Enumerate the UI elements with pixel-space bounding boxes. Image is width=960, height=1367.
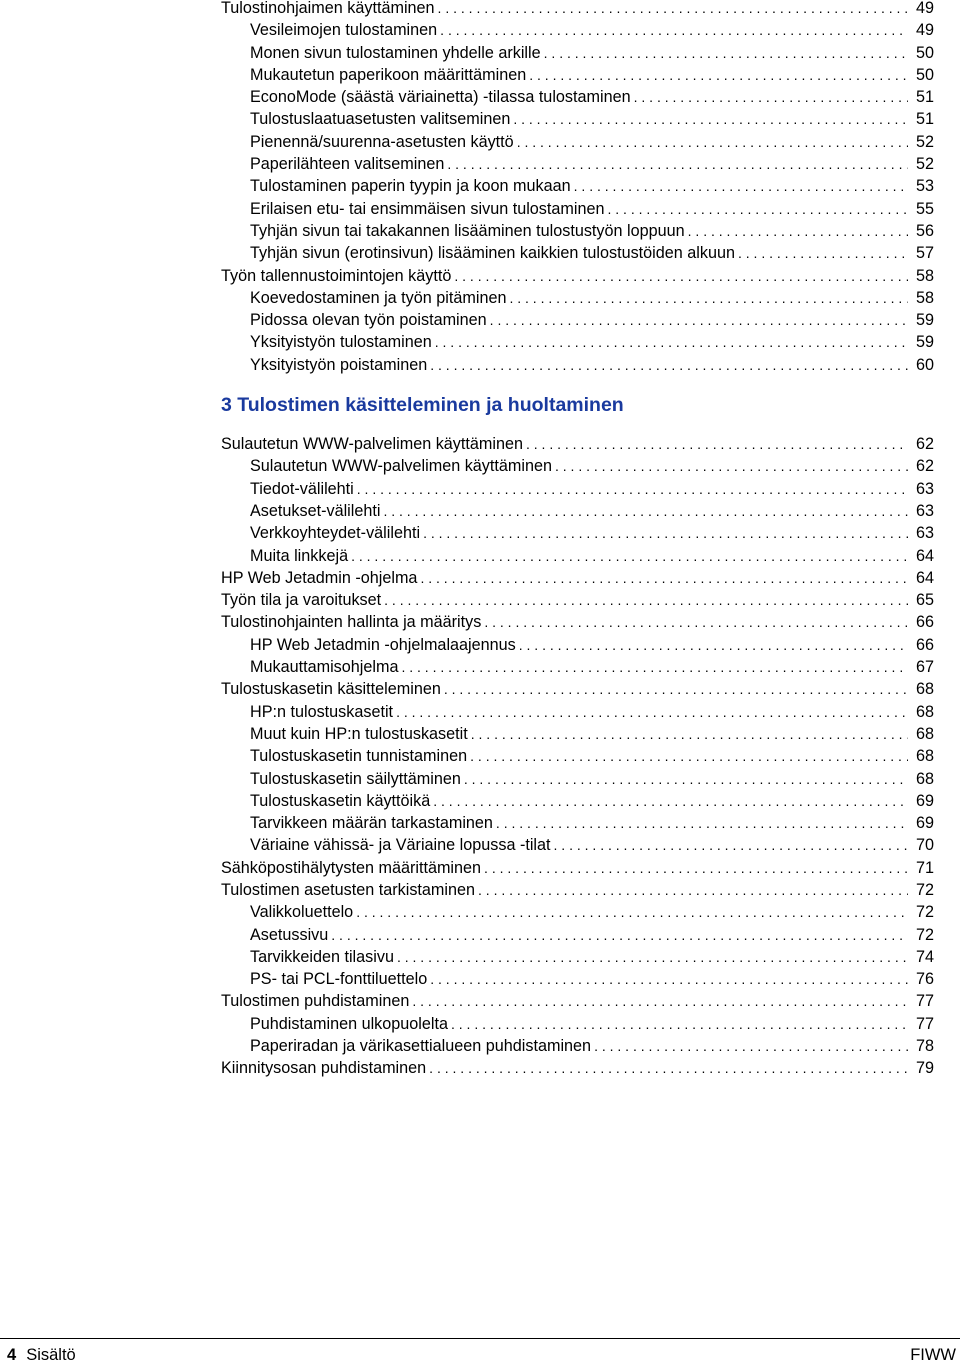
toc-entry[interactable] (221, 86, 934, 108)
toc-entry[interactable] (221, 287, 934, 309)
toc-entry-title: Sulautetun WWW-palvelimen käyttäminen (250, 457, 552, 476)
toc-entry-title: Tulostuslaatuasetusten valitseminen (250, 110, 511, 129)
toc-entry[interactable] (221, 153, 934, 175)
toc-leader-dots (478, 879, 908, 901)
toc-entry[interactable] (221, 478, 934, 500)
toc-leader-dots (420, 567, 908, 589)
toc-entry-page: 62 (915, 435, 934, 454)
toc-entry[interactable] (221, 768, 934, 790)
toc-entry-title: Tyhjän sivun tai takakannen lisääminen tulostustyön loppuun (250, 221, 685, 240)
toc-entry-title: Tulostinohjainten hallinta ja määritys (221, 613, 482, 632)
toc-leader-dots (555, 455, 908, 477)
toc-leader-dots (423, 522, 908, 544)
toc-entry-page: 60 (915, 355, 934, 374)
toc-leader-dots (433, 790, 908, 812)
toc-entry[interactable] (221, 131, 934, 153)
toc-entry[interactable] (221, 64, 934, 86)
toc-leader-dots (470, 745, 908, 767)
toc-entry-page: 49 (915, 0, 934, 17)
toc-entry[interactable] (221, 879, 934, 901)
toc-entry-page: 52 (915, 132, 934, 151)
toc-entry-page: 49 (915, 21, 934, 40)
toc-leader-dots (438, 0, 908, 19)
toc-entry-title: Muut kuin HP:n tulostuskasetit (250, 724, 468, 743)
toc-entry-page: 69 (915, 814, 934, 833)
toc-entry[interactable] (221, 433, 934, 455)
toc-entry-page: 56 (915, 221, 934, 240)
toc-entry-title: HP Web Jetadmin -ohjelma (221, 568, 418, 587)
toc-leader-dots (331, 924, 908, 946)
toc-entry[interactable] (221, 1035, 934, 1057)
toc-leader-dots (356, 901, 908, 923)
toc-entry-title: EconoMode (säästä väriainetta) -tilassa tulostaminen (250, 88, 631, 107)
toc-leader-dots (440, 19, 908, 41)
toc-leader-dots (554, 834, 908, 856)
toc-entry-page: 50 (915, 43, 934, 62)
toc-entry[interactable] (221, 611, 934, 633)
toc-leader-dots (435, 331, 908, 353)
toc-entry-title: Tulostuskasetin käyttöikä (250, 791, 431, 810)
toc-leader-dots (574, 175, 908, 197)
toc-entry[interactable] (221, 331, 934, 353)
toc-entry-page: 66 (915, 613, 934, 632)
toc-entry-page: 79 (915, 1059, 934, 1078)
toc-leader-dots (383, 500, 908, 522)
toc-entry-page: 72 (915, 880, 934, 899)
toc-entry[interactable] (221, 723, 934, 745)
toc-entry-title: Mukautetun paperikoon määrittäminen (250, 65, 527, 84)
toc-leader-dots (509, 287, 908, 309)
toc-entry-page: 64 (915, 568, 934, 587)
toc-entry-title: Tyhjän sivun (erotinsivun) lisääminen kaikkien tulostustöiden alkuun (250, 244, 735, 263)
footer-left (7, 1346, 76, 1365)
toc-entry-page: 72 (915, 925, 934, 944)
toc-leader-dots (384, 589, 908, 611)
toc-entry-title: Vesileimojen tulostaminen (250, 21, 438, 40)
toc-entry[interactable] (221, 790, 934, 812)
toc-leader-dots (594, 1035, 908, 1057)
toc-entry-page: 71 (915, 858, 934, 877)
toc-entry-page: 77 (915, 992, 934, 1011)
toc-entry-page: 63 (915, 479, 934, 498)
toc-entry[interactable] (221, 354, 934, 376)
toc-entry-page: 64 (915, 546, 934, 565)
toc-entry-page: 63 (915, 501, 934, 520)
toc-entry-title: Työn tallennustoimintojen käyttö (221, 266, 452, 285)
toc-entry-title: Paperiradan ja värikasettialueen puhdistaminen (250, 1037, 592, 1056)
toc-leader-dots (496, 812, 908, 834)
toc-entry-title: Väriaine vähissä- ja Väriaine lopussa -tilat (250, 836, 551, 855)
toc-entry-page: 58 (915, 288, 934, 307)
toc-entry[interactable] (221, 108, 934, 130)
toc-entry-title: Koevedostaminen ja työn pitäminen (250, 288, 507, 307)
toc-entry-title: Tarvikkeen määrän tarkastaminen (250, 814, 493, 833)
toc-entry-page: 55 (915, 199, 934, 218)
toc-leader-dots (634, 86, 908, 108)
table-of-contents (221, 0, 934, 1080)
toc-entry[interactable] (221, 924, 934, 946)
toc-entry-page: 68 (915, 680, 934, 699)
toc-section-maintenance (221, 433, 934, 1080)
toc-section-printing (221, 0, 934, 376)
toc-leader-dots (513, 108, 908, 130)
toc-leader-dots (396, 701, 908, 723)
toc-entry-page: 68 (915, 747, 934, 766)
toc-leader-dots (444, 678, 908, 700)
toc-entry-title: Tiedot-välilehti (250, 479, 354, 498)
toc-leader-dots (451, 1013, 908, 1035)
toc-leader-dots (519, 634, 908, 656)
toc-entry[interactable] (221, 968, 934, 990)
toc-entry-page: 76 (915, 970, 934, 989)
toc-entry-title: Puhdistaminen ulkopuolelta (250, 1014, 448, 1033)
toc-entry-page: 70 (915, 836, 934, 855)
toc-entry[interactable] (221, 1057, 934, 1079)
toc-leader-dots (401, 656, 908, 678)
toc-entry-page: 68 (915, 769, 934, 788)
toc-entry[interactable] (221, 678, 934, 700)
toc-entry[interactable] (221, 1013, 934, 1035)
toc-entry[interactable] (221, 990, 934, 1012)
toc-entry[interactable] (221, 589, 934, 611)
toc-entry[interactable] (221, 175, 934, 197)
toc-entry[interactable] (221, 309, 934, 331)
toc-entry[interactable] (221, 242, 934, 264)
toc-entry-title: HP Web Jetadmin -ohjelmalaajennus (250, 635, 516, 654)
toc-entry[interactable] (221, 265, 934, 287)
toc-entry-title: Sähköpostihälytysten määrittäminen (221, 858, 482, 877)
toc-leader-dots (412, 990, 908, 1012)
toc-entry-title: PS- tai PCL-fonttiluettelo (250, 970, 428, 989)
toc-entry-title: Mukauttamisohjelma (250, 658, 399, 677)
toc-entry-title: Tulostuskasetin säilyttäminen (250, 769, 461, 788)
toc-leader-dots (429, 1057, 908, 1079)
toc-entry[interactable] (221, 812, 934, 834)
toc-leader-dots (357, 478, 908, 500)
toc-entry[interactable] (221, 634, 934, 656)
toc-entry[interactable] (221, 19, 934, 41)
toc-leader-dots (484, 611, 908, 633)
toc-entry[interactable] (221, 198, 934, 220)
toc-leader-dots (351, 545, 908, 567)
toc-leader-dots (526, 433, 908, 455)
toc-entry-title: Valikkoluettelo (250, 903, 354, 922)
toc-leader-dots (738, 242, 908, 264)
toc-entry-title: Tulostimen asetusten tarkistaminen (221, 880, 476, 899)
toc-entry-page: 57 (915, 244, 934, 263)
toc-entry-title: Tarvikkeiden tilasivu (250, 947, 394, 966)
toc-entry-title: Pidossa olevan työn poistaminen (250, 311, 487, 330)
toc-entry[interactable] (221, 42, 934, 64)
toc-entry-page: 53 (915, 177, 934, 196)
toc-leader-dots (544, 42, 908, 64)
toc-entry[interactable] (221, 500, 934, 522)
toc-entry-title: Tulostuskasetin käsitteleminen (221, 680, 441, 699)
toc-entry-title: Tulostinohjaimen käyttäminen (221, 0, 435, 17)
toc-entry[interactable] (221, 857, 934, 879)
toc-entry-page: 68 (915, 702, 934, 721)
footer-section: Sisältö (26, 1346, 76, 1364)
footer-page-number: 4 (7, 1346, 17, 1364)
toc-entry-title: Muita linkkejä (250, 546, 349, 565)
toc-entry-title: Työn tila ja varoitukset (221, 591, 382, 610)
toc-entry-title: Tulostuskasetin tunnistaminen (250, 747, 468, 766)
toc-entry-title: Erilaisen etu- tai ensimmäisen sivun tulostaminen (250, 199, 605, 218)
toc-entry-title: Pienennä/suurenna-asetusten käyttö (250, 132, 514, 151)
toc-entry-page: 78 (915, 1037, 934, 1056)
toc-entry-page: 62 (915, 457, 934, 476)
toc-entry[interactable] (221, 946, 934, 968)
toc-entry[interactable] (221, 455, 934, 477)
toc-entry-page: 51 (915, 88, 934, 107)
toc-entry-title: Paperilähteen valitseminen (250, 155, 445, 174)
toc-entry-title: Tulostimen puhdistaminen (221, 992, 410, 1011)
toc-entry[interactable] (221, 522, 934, 544)
toc-entry[interactable] (221, 567, 934, 589)
toc-leader-dots (447, 153, 908, 175)
toc-entry[interactable] (221, 745, 934, 767)
toc-entry-page: 63 (915, 524, 934, 543)
toc-entry[interactable] (221, 834, 934, 856)
toc-entry-title: Asetussivu (250, 925, 329, 944)
toc-entry-title: Asetukset-välilehti (250, 501, 381, 520)
toc-entry-title: Sulautetun WWW-palvelimen käyttäminen (221, 435, 523, 454)
footer-right: FIWW (910, 1346, 956, 1364)
toc-leader-dots (397, 946, 908, 968)
toc-entry-page: 50 (915, 65, 934, 84)
toc-entry-page: 68 (915, 724, 934, 743)
toc-entry-page: 59 (915, 333, 934, 352)
toc-entry-page: 77 (915, 1014, 934, 1033)
toc-leader-dots (454, 265, 908, 287)
toc-entry-page: 69 (915, 791, 934, 810)
toc-entry-title: Kiinnitysosan puhdistaminen (221, 1059, 427, 1078)
toc-entry-page: 58 (915, 266, 934, 285)
toc-entry-title: Verkkoyhteydet-välilehti (250, 524, 421, 543)
toc-leader-dots (484, 857, 908, 879)
toc-entry-page: 74 (915, 947, 934, 966)
toc-entry[interactable] (221, 0, 934, 19)
footer-rule (0, 1338, 960, 1339)
toc-leader-dots (430, 354, 908, 376)
toc-leader-dots (430, 968, 908, 990)
toc-leader-dots (471, 723, 908, 745)
toc-leader-dots (688, 220, 908, 242)
toc-leader-dots (464, 768, 908, 790)
toc-entry[interactable] (221, 901, 934, 923)
toc-entry-page: 51 (915, 110, 934, 129)
toc-entry[interactable] (221, 701, 934, 723)
toc-entry[interactable] (221, 656, 934, 678)
toc-entry-page: 52 (915, 155, 934, 174)
toc-entry-title: Monen sivun tulostaminen yhdelle arkille (250, 43, 541, 62)
toc-leader-dots (490, 309, 908, 331)
toc-entry-page: 67 (915, 658, 934, 677)
toc-entry-page: 59 (915, 311, 934, 330)
toc-entry-page: 72 (915, 903, 934, 922)
toc-leader-dots (608, 198, 908, 220)
toc-entry-title: HP:n tulostuskasetit (250, 702, 394, 721)
toc-entry[interactable] (221, 545, 934, 567)
toc-entry-title: Yksityistyön poistaminen (250, 355, 428, 374)
toc-entry-page: 66 (915, 635, 934, 654)
toc-leader-dots (517, 131, 908, 153)
toc-entry-title: Yksityistyön tulostaminen (250, 333, 432, 352)
toc-leader-dots (529, 64, 908, 86)
chapter-heading: 3 Tulostimen käsitteleminen ja huoltaminen (221, 394, 624, 417)
toc-entry-page: 65 (915, 591, 934, 610)
toc-entry-title: Tulostaminen paperin tyypin ja koon mukaan (250, 177, 571, 196)
toc-entry[interactable] (221, 220, 934, 242)
